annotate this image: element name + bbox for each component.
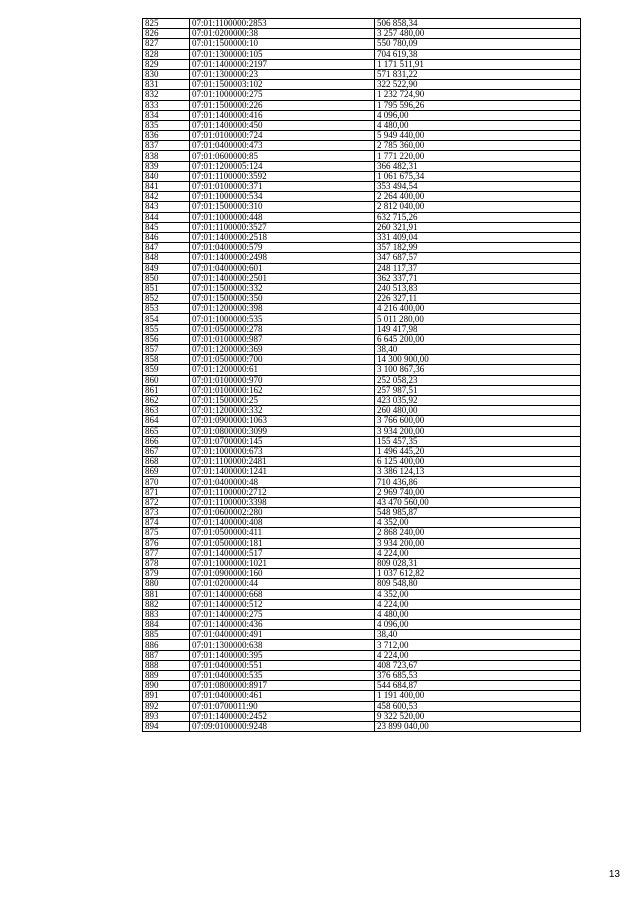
value-cell: 4 352,00 [375, 589, 581, 599]
table-row [143, 416, 581, 426]
table-row [143, 161, 581, 171]
value-cell: 1 771 220,00 [375, 151, 581, 161]
table-row [143, 243, 581, 253]
table-row [143, 375, 581, 385]
row-number-cell: 847 [143, 243, 190, 253]
table-row [143, 19, 581, 29]
row-number-cell: 867 [143, 446, 190, 456]
table-row [143, 650, 581, 660]
value-cell: 347 687,57 [375, 253, 581, 263]
value-cell: 571 831,22 [375, 69, 581, 79]
cadastral-number-cell: 07:01:1100000:3398 [190, 497, 375, 507]
value-cell: 3 934 200,00 [375, 538, 581, 548]
value-cell: 14 300 900,00 [375, 355, 581, 365]
cadastral-number-cell: 07:01:1100000:2712 [190, 487, 375, 497]
row-number-cell: 890 [143, 681, 190, 691]
value-cell: 9 322 520,00 [375, 711, 581, 721]
value-cell: 257 987,51 [375, 385, 581, 395]
table-row [143, 671, 581, 681]
table-row [143, 182, 581, 192]
row-number-cell: 849 [143, 263, 190, 273]
row-number-cell: 894 [143, 721, 190, 731]
table-row [143, 192, 581, 202]
row-number-cell: 829 [143, 59, 190, 69]
table-row [143, 80, 581, 90]
table-row [143, 120, 581, 130]
row-number-cell: 882 [143, 599, 190, 609]
cadastral-number-cell: 07:01:1200005:124 [190, 161, 375, 171]
row-number-cell: 843 [143, 202, 190, 212]
row-number-cell: 874 [143, 518, 190, 528]
table-row [143, 222, 581, 232]
row-number-cell: 842 [143, 192, 190, 202]
value-cell: 3 712,00 [375, 640, 581, 650]
table-row [143, 324, 581, 334]
value-cell: 4 480,00 [375, 120, 581, 130]
row-number-cell: 844 [143, 212, 190, 222]
table-row [143, 232, 581, 242]
value-cell: 1 496 445,20 [375, 446, 581, 456]
value-cell: 506 858,34 [375, 19, 581, 29]
value-cell: 357 182,99 [375, 243, 581, 253]
table-row [143, 569, 581, 579]
value-cell: 2 868 240,00 [375, 528, 581, 538]
row-number-cell: 864 [143, 416, 190, 426]
row-number-cell: 857 [143, 345, 190, 355]
row-number-cell: 831 [143, 80, 190, 90]
row-number-cell: 885 [143, 630, 190, 640]
row-number-cell: 837 [143, 141, 190, 151]
cadastral-number-cell: 07:01:1000000:534 [190, 192, 375, 202]
table-row [143, 283, 581, 293]
value-cell: 1 191 400,00 [375, 691, 581, 701]
row-number-cell: 832 [143, 90, 190, 100]
cadastral-number-cell: 07:01:0400000:601 [190, 263, 375, 273]
row-number-cell: 854 [143, 314, 190, 324]
value-cell: 1 171 511,91 [375, 59, 581, 69]
value-cell: 2 812 040,00 [375, 202, 581, 212]
cadastral-number-cell: 07:01:1500000:226 [190, 100, 375, 110]
cadastral-number-cell: 07:01:0700000:145 [190, 436, 375, 446]
cadastral-number-cell: 07:01:1400000:450 [190, 120, 375, 130]
row-number-cell: 840 [143, 171, 190, 181]
cadastral-number-cell: 07:01:1500000:25 [190, 395, 375, 405]
row-number-cell: 880 [143, 579, 190, 589]
row-number-cell: 877 [143, 548, 190, 558]
cadastral-number-cell: 07:01:1100000:3527 [190, 222, 375, 232]
value-cell: 1 795 596,26 [375, 100, 581, 110]
cadastral-number-cell: 07:01:1000000:1021 [190, 558, 375, 568]
table-row [143, 528, 581, 538]
table-row [143, 538, 581, 548]
row-number-cell: 878 [143, 558, 190, 568]
value-cell: 252 058,23 [375, 375, 581, 385]
row-number-cell: 883 [143, 609, 190, 619]
cadastral-number-cell: 07:01:1100000:2853 [190, 19, 375, 29]
row-number-cell: 866 [143, 436, 190, 446]
value-cell: 2 969 740,00 [375, 487, 581, 497]
value-cell: 423 035,92 [375, 395, 581, 405]
table-row [143, 110, 581, 120]
value-cell: 248 117,37 [375, 263, 581, 273]
row-number-cell: 841 [143, 182, 190, 192]
value-cell: 260 480,00 [375, 406, 581, 416]
value-cell: 2 785 360,00 [375, 141, 581, 151]
row-number-cell: 887 [143, 650, 190, 660]
cadastral-number-cell: 07:01:1500000:350 [190, 294, 375, 304]
row-number-cell: 872 [143, 497, 190, 507]
table-row [143, 477, 581, 487]
cadastral-number-cell: 07:01:1300000:23 [190, 69, 375, 79]
table-row [143, 263, 581, 273]
value-cell: 155 457,35 [375, 436, 581, 446]
value-cell: 240 513,83 [375, 283, 581, 293]
value-cell: 4 224,00 [375, 548, 581, 558]
row-number-cell: 838 [143, 151, 190, 161]
value-cell: 226 327,11 [375, 294, 581, 304]
row-number-cell: 833 [143, 100, 190, 110]
value-cell: 632 715,26 [375, 212, 581, 222]
cadastral-number-cell: 07:01:0100000:724 [190, 131, 375, 141]
table-row [143, 579, 581, 589]
cadastral-number-cell: 07:01:0400000:579 [190, 243, 375, 253]
row-number-cell: 846 [143, 232, 190, 242]
row-number-cell: 862 [143, 395, 190, 405]
cadastral-number-cell: 07:01:1200000:61 [190, 365, 375, 375]
cadastral-number-cell: 07:01:1400000:668 [190, 589, 375, 599]
cadastral-number-cell: 07:01:1400000:2452 [190, 711, 375, 721]
value-cell: 4 224,00 [375, 650, 581, 660]
row-number-cell: 860 [143, 375, 190, 385]
table-row [143, 426, 581, 436]
value-cell: 260 321,91 [375, 222, 581, 232]
value-cell: 3 766 600,00 [375, 416, 581, 426]
table-row [143, 589, 581, 599]
table-row [143, 395, 581, 405]
cadastral-number-cell: 07:01:1000000:535 [190, 314, 375, 324]
value-cell: 4 480,00 [375, 609, 581, 619]
table-row [143, 660, 581, 670]
cadastral-number-cell: 07:01:0400000:48 [190, 477, 375, 487]
value-cell: 43 470 560,00 [375, 497, 581, 507]
value-cell: 4 096,00 [375, 620, 581, 630]
value-cell: 366 482,31 [375, 161, 581, 171]
cadastral-number-cell: 07:01:0200000:44 [190, 579, 375, 589]
value-cell: 4 352,00 [375, 518, 581, 528]
row-number-cell: 868 [143, 457, 190, 467]
value-cell: 4 224,00 [375, 599, 581, 609]
row-number-cell: 888 [143, 660, 190, 670]
row-number-cell: 881 [143, 589, 190, 599]
value-cell: 331 409,04 [375, 232, 581, 242]
cadastral-number-cell: 07:01:0400000:461 [190, 691, 375, 701]
cadastral-number-cell: 07:01:1400000:517 [190, 548, 375, 558]
table-row [143, 69, 581, 79]
cadastral-number-cell: 07:01:0500000:411 [190, 528, 375, 538]
table-row [143, 548, 581, 558]
row-number-cell: 826 [143, 29, 190, 39]
value-cell: 376 685,53 [375, 671, 581, 681]
row-number-cell: 852 [143, 294, 190, 304]
value-cell: 4 096,00 [375, 110, 581, 120]
cadastral-number-cell: 07:01:1100000:2481 [190, 457, 375, 467]
cadastral-number-cell: 07:01:0500000:278 [190, 324, 375, 334]
table-row [143, 518, 581, 528]
table-row [143, 446, 581, 456]
cadastral-number-cell: 07:01:1200000:332 [190, 406, 375, 416]
table-row [143, 253, 581, 263]
row-number-cell: 845 [143, 222, 190, 232]
row-number-cell: 889 [143, 671, 190, 681]
cadastral-number-cell: 07:01:0500000:181 [190, 538, 375, 548]
cadastral-number-cell: 07:01:1500003:102 [190, 80, 375, 90]
cadastral-number-cell: 07:01:0500000:700 [190, 355, 375, 365]
row-number-cell: 827 [143, 39, 190, 49]
value-cell: 23 899 040,00 [375, 721, 581, 731]
row-number-cell: 853 [143, 304, 190, 314]
cadastral-number-cell: 07:01:0200000:38 [190, 29, 375, 39]
table-row [143, 141, 581, 151]
value-cell: 3 257 480,00 [375, 29, 581, 39]
row-number-cell: 828 [143, 49, 190, 59]
cadastral-number-cell: 07:01:0400000:473 [190, 141, 375, 151]
row-number-cell: 834 [143, 110, 190, 120]
cadastral-number-cell: 07:01:1200000:369 [190, 345, 375, 355]
row-number-cell: 892 [143, 701, 190, 711]
value-cell: 458 600,53 [375, 701, 581, 711]
table-row [143, 497, 581, 507]
cadastral-number-cell: 07:01:0900000:1063 [190, 416, 375, 426]
cadastral-number-cell: 07:01:1300000:105 [190, 49, 375, 59]
table-row [143, 691, 581, 701]
cadastral-number-cell: 07:01:1100000:3592 [190, 171, 375, 181]
table-row [143, 49, 581, 59]
value-cell: 5 011 280,00 [375, 314, 581, 324]
cadastral-number-cell: 07:01:1300000:638 [190, 640, 375, 650]
value-cell: 1 061 675,34 [375, 171, 581, 181]
row-number-cell: 884 [143, 620, 190, 630]
cadastral-number-cell: 07:01:0700011:90 [190, 701, 375, 711]
row-number-cell: 863 [143, 406, 190, 416]
cadastral-number-cell: 07:01:0800000:8917 [190, 681, 375, 691]
cadastral-number-cell: 07:01:1500000:310 [190, 202, 375, 212]
table-row [143, 558, 581, 568]
value-cell: 353 494,54 [375, 182, 581, 192]
table-row [143, 90, 581, 100]
row-number-cell: 856 [143, 334, 190, 344]
cadastral-number-cell: 07:01:0100000:970 [190, 375, 375, 385]
row-number-cell: 893 [143, 711, 190, 721]
table-row [143, 630, 581, 640]
value-cell: 38,40 [375, 345, 581, 355]
row-number-cell: 836 [143, 131, 190, 141]
value-cell: 6 125 400,00 [375, 457, 581, 467]
value-cell: 5 949 440,00 [375, 131, 581, 141]
value-cell: 544 684,87 [375, 681, 581, 691]
cadastral-number-cell: 07:01:0800000:3099 [190, 426, 375, 436]
value-cell: 809 548,80 [375, 579, 581, 589]
value-cell: 362 337,71 [375, 273, 581, 283]
row-number-cell: 876 [143, 538, 190, 548]
cadastral-number-cell: 07:01:1000000:275 [190, 90, 375, 100]
cadastral-number-cell: 07:01:0100000:987 [190, 334, 375, 344]
row-number-cell: 873 [143, 508, 190, 518]
cadastral-number-cell: 07:01:0100000:371 [190, 182, 375, 192]
value-cell: 2 264 400,00 [375, 192, 581, 202]
cadastral-number-cell: 07:01:1400000:408 [190, 518, 375, 528]
table-row [143, 212, 581, 222]
value-cell: 710 436,86 [375, 477, 581, 487]
row-number-cell: 851 [143, 283, 190, 293]
value-cell: 3 386 124,13 [375, 467, 581, 477]
row-number-cell: 835 [143, 120, 190, 130]
table-row [143, 131, 581, 141]
row-number-cell: 859 [143, 365, 190, 375]
value-cell: 408 723,67 [375, 660, 581, 670]
value-cell: 1 037 612,82 [375, 569, 581, 579]
table-row [143, 59, 581, 69]
row-number-cell: 869 [143, 467, 190, 477]
cadastral-number-cell: 07:09:0100000:9248 [190, 721, 375, 731]
table-row [143, 640, 581, 650]
table-row [143, 701, 581, 711]
row-number-cell: 875 [143, 528, 190, 538]
value-cell: 4 216 400,00 [375, 304, 581, 314]
table-row [143, 100, 581, 110]
page-number: 13 [608, 869, 620, 880]
table-row [143, 151, 581, 161]
table-row [143, 620, 581, 630]
value-cell: 322 522,90 [375, 80, 581, 90]
cadastral-number-cell: 07:01:1400000:416 [190, 110, 375, 120]
value-cell: 809 028,31 [375, 558, 581, 568]
row-number-cell: 848 [143, 253, 190, 263]
row-number-cell: 825 [143, 19, 190, 29]
table-row [143, 406, 581, 416]
table-row [143, 294, 581, 304]
table-row [143, 334, 581, 344]
cadastral-number-cell: 07:01:0600002:280 [190, 508, 375, 518]
cadastral-number-cell: 07:01:0400000:535 [190, 671, 375, 681]
table-row [143, 681, 581, 691]
table-row [143, 385, 581, 395]
cadastral-number-cell: 07:01:0900000:160 [190, 569, 375, 579]
value-cell: 1 232 724,90 [375, 90, 581, 100]
table-row [143, 609, 581, 619]
cadastral-number-cell: 07:01:1500000:10 [190, 39, 375, 49]
cadastral-number-cell: 07:01:1400000:2197 [190, 59, 375, 69]
cadastral-number-cell: 07:01:1000000:448 [190, 212, 375, 222]
value-cell: 149 417,98 [375, 324, 581, 334]
cadastral-number-cell: 07:01:1400000:512 [190, 599, 375, 609]
table-row [143, 487, 581, 497]
cadastral-number-cell: 07:01:0400000:491 [190, 630, 375, 640]
table-row [143, 508, 581, 518]
cadastral-number-cell: 07:01:0100000:162 [190, 385, 375, 395]
table-row [143, 314, 581, 324]
cadastral-number-cell: 07:01:1200000:398 [190, 304, 375, 314]
value-cell: 548 985,87 [375, 508, 581, 518]
table-row [143, 457, 581, 467]
row-number-cell: 858 [143, 355, 190, 365]
row-number-cell: 861 [143, 385, 190, 395]
table-row [143, 711, 581, 721]
table-row [143, 436, 581, 446]
cadastral-number-cell: 07:01:1400000:1241 [190, 467, 375, 477]
table-row [143, 273, 581, 283]
table-row [143, 345, 581, 355]
cadastral-number-cell: 07:01:1400000:2518 [190, 232, 375, 242]
table-row [143, 202, 581, 212]
table-row [143, 355, 581, 365]
table-row [143, 39, 581, 49]
row-number-cell: 865 [143, 426, 190, 436]
table-row [143, 721, 581, 731]
table-row [143, 304, 581, 314]
row-number-cell: 871 [143, 487, 190, 497]
cadastral-number-cell: 07:01:1400000:2498 [190, 253, 375, 263]
cadastral-number-cell: 07:01:1500000:332 [190, 283, 375, 293]
cadastral-number-cell: 07:01:1400000:395 [190, 650, 375, 660]
cadastral-number-cell: 07:01:1400000:2501 [190, 273, 375, 283]
row-number-cell: 891 [143, 691, 190, 701]
row-number-cell: 830 [143, 69, 190, 79]
table-body [143, 19, 581, 732]
value-cell: 38,40 [375, 630, 581, 640]
row-number-cell: 886 [143, 640, 190, 650]
table-row [143, 467, 581, 477]
table-row [143, 365, 581, 375]
table-row [143, 171, 581, 181]
value-cell: 3 100 867,36 [375, 365, 581, 375]
cadastral-number-cell: 07:01:1400000:275 [190, 609, 375, 619]
table-row [143, 599, 581, 609]
row-number-cell: 850 [143, 273, 190, 283]
cadastral-number-cell: 07:01:0400000:551 [190, 660, 375, 670]
value-cell: 6 645 200,00 [375, 334, 581, 344]
cadastral-number-cell: 07:01:1400000:436 [190, 620, 375, 630]
value-cell: 550 780,09 [375, 39, 581, 49]
row-number-cell: 879 [143, 569, 190, 579]
cadastral-value-table [142, 18, 581, 732]
value-cell: 704 619,38 [375, 49, 581, 59]
row-number-cell: 839 [143, 161, 190, 171]
table-row [143, 29, 581, 39]
row-number-cell: 870 [143, 477, 190, 487]
row-number-cell: 855 [143, 324, 190, 334]
value-cell: 3 934 200,00 [375, 426, 581, 436]
cadastral-number-cell: 07:01:1000000:673 [190, 446, 375, 456]
cadastral-number-cell: 07:01:0600000:85 [190, 151, 375, 161]
